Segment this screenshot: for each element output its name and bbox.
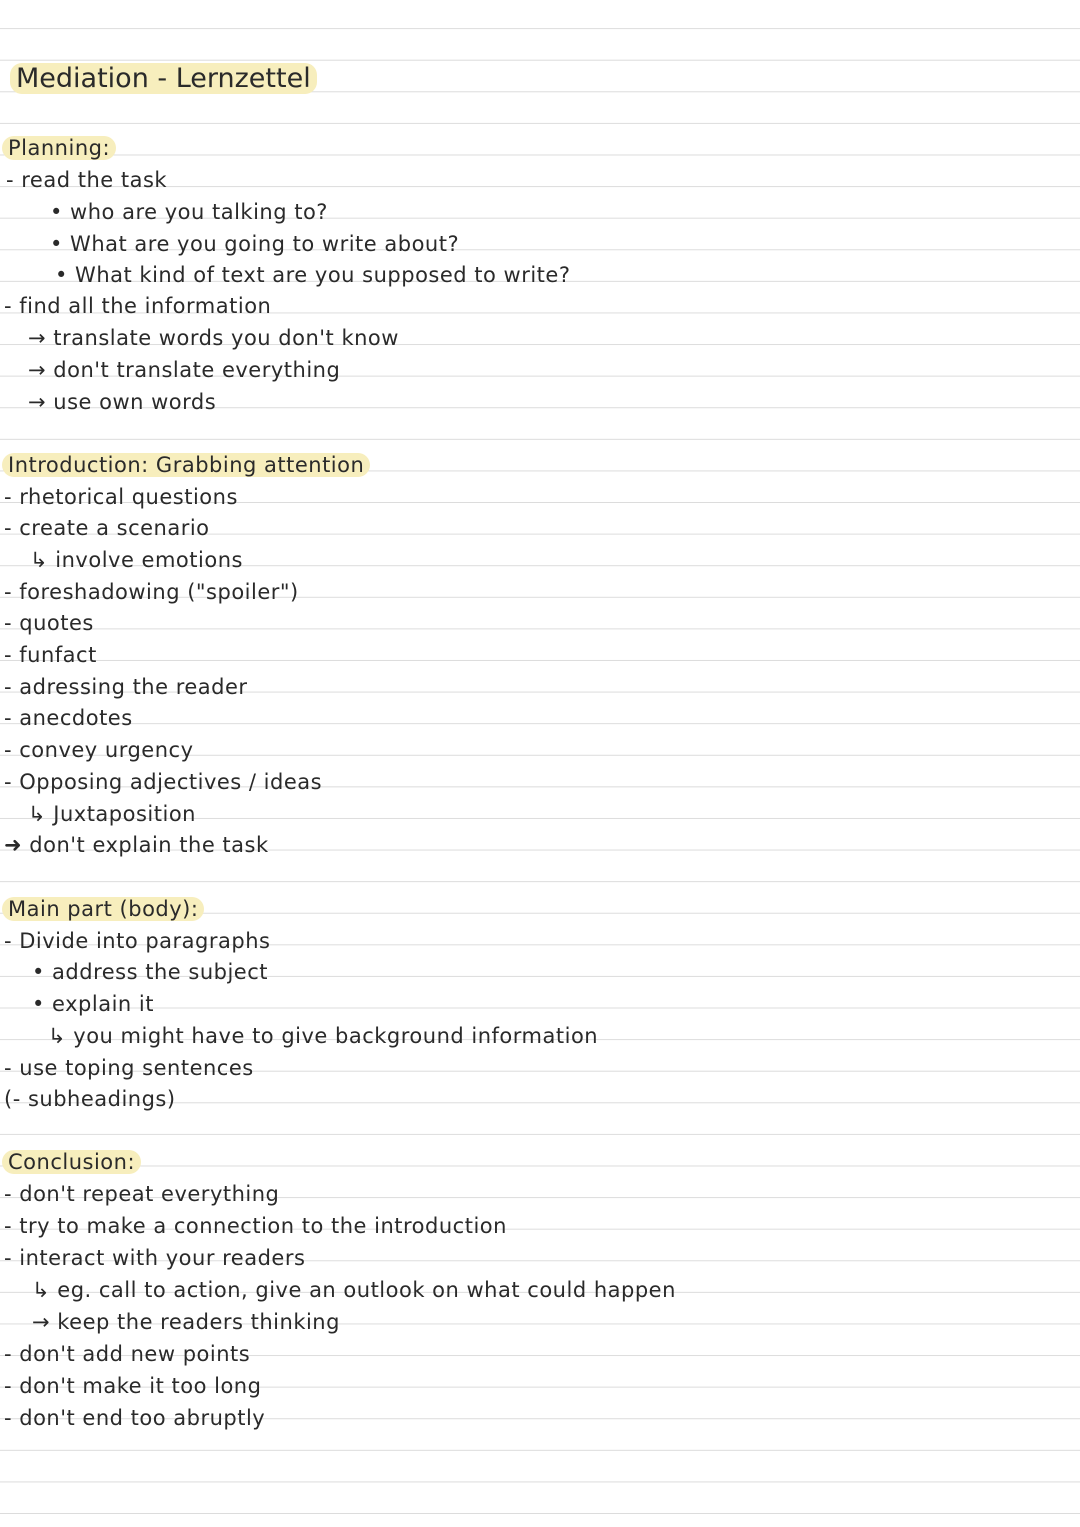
list-item: - read the task xyxy=(6,168,168,192)
list-item: - anecdotes xyxy=(4,706,133,730)
introduction-heading: Introduction: Grabbing attention xyxy=(2,452,370,478)
main-part-heading: Main part (body): xyxy=(2,896,204,922)
planning-heading: Planning: xyxy=(2,135,116,161)
list-item: • explain it xyxy=(32,992,154,1016)
list-item: → keep the readers thinking xyxy=(32,1310,340,1334)
list-item: - interact with your readers xyxy=(4,1246,306,1270)
list-item: • address the subject xyxy=(32,960,268,984)
list-item: - create a scenario xyxy=(4,516,210,540)
list-item: (- subheadings) xyxy=(4,1087,176,1111)
list-item: - convey urgency xyxy=(4,738,194,762)
list-item: ↳ involve emotions xyxy=(30,548,243,572)
page-title: Mediation - Lernzettel xyxy=(10,66,317,92)
list-item: ↳ you might have to give background information xyxy=(48,1024,599,1048)
list-item: → use own words xyxy=(28,390,217,414)
list-item: - use toping sentences xyxy=(4,1056,254,1080)
list-item: - rhetorical questions xyxy=(4,485,238,509)
list-item: - Opposing adjectives / ideas xyxy=(4,770,323,794)
list-item: - don't add new points xyxy=(4,1342,251,1366)
list-item: • What are you going to write about? xyxy=(50,232,460,256)
list-item: - try to make a connection to the introduction xyxy=(4,1214,507,1238)
list-item: - don't make it too long xyxy=(4,1374,262,1398)
list-item: • who are you talking to? xyxy=(50,200,328,224)
list-item: - don't repeat everything xyxy=(4,1182,280,1206)
list-item: ➜ don't explain the task xyxy=(4,833,269,857)
conclusion-heading: Conclusion: xyxy=(2,1149,141,1175)
list-item: - foreshadowing ("spoiler") xyxy=(4,580,299,604)
list-item: ↳ Juxtaposition xyxy=(28,802,196,826)
list-item: - don't end too abruptly xyxy=(4,1406,266,1430)
list-item: ↳ eg. call to action, give an outlook on what could happen xyxy=(32,1278,676,1302)
list-item: • What kind of text are you supposed to write? xyxy=(55,263,571,287)
list-item: - Divide into paragraphs xyxy=(4,929,271,953)
list-item: - quotes xyxy=(4,611,94,635)
list-item: - adressing the reader xyxy=(4,675,248,699)
list-item: - find all the information xyxy=(4,294,272,318)
list-item: → translate words you don't know xyxy=(28,326,399,350)
list-item: - funfact xyxy=(4,643,97,667)
list-item: → don't translate everything xyxy=(28,358,341,382)
